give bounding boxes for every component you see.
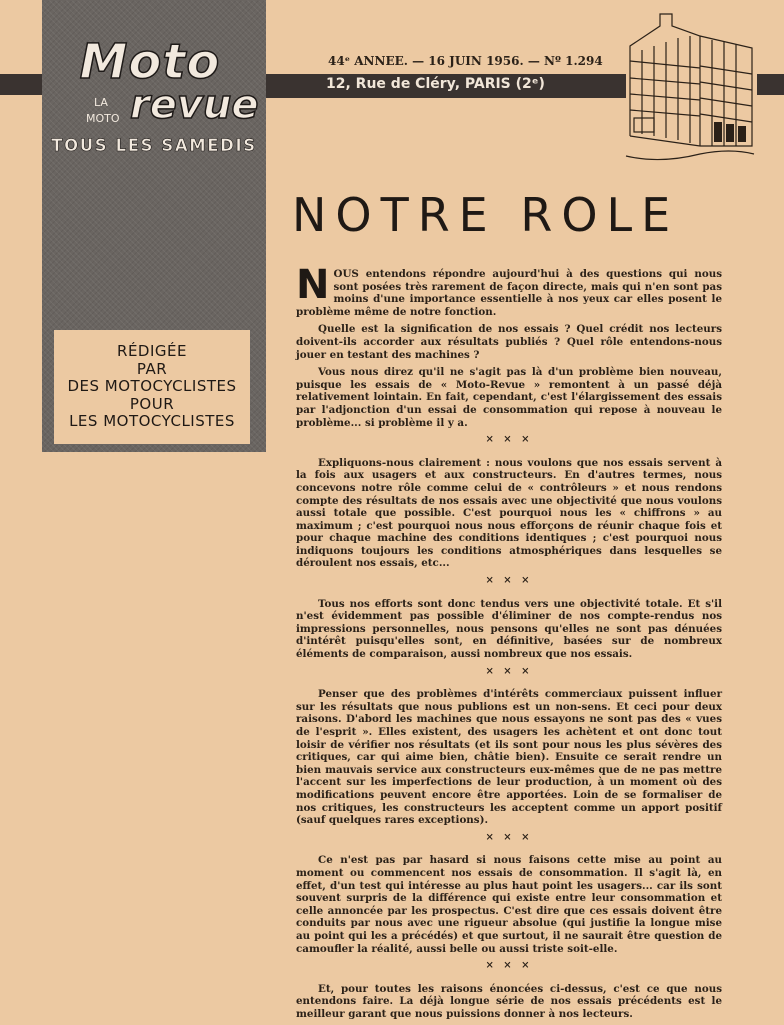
address: 12, Rue de Cléry, PARIS (2ᵉ)	[326, 76, 545, 92]
article-paragraph: Expliquons-nous clairement : nous voulons que nos essais servent à la fois aux usagers et aux constructeurs. En d'autres termes, nous concevons notre rôle comme celui de « contrôleurs » et nous rendons compte des résultats de nos essais avec une objectivité que nous voulons aussi totale que possible. C'est pourquoi nous les « chiffrons » au maximum ; c'est pourquoi nous nous efforçons de réunir chaque fois et pour chaque machine des conditions identiques ; c'est pourquoi nous indiquons toujours les conditions atmosphériques dans lesquelles se déroulent nos essais, etc...	[296, 456, 722, 570]
article-title: NOTRE ROLE	[292, 188, 680, 242]
section-separator: × × ×	[485, 434, 533, 446]
article-paragraph: Quelle est la signification de nos essais ? Quel crédit nos lecteurs doivent-ils accorder aux résultats publiés ? Quel rôle entendons-nous jouer en testant des machines ?	[296, 323, 722, 361]
section-separator: × × ×	[485, 665, 533, 677]
header-bar-right	[757, 74, 784, 95]
article-paragraph: Penser que des problèmes d'intérêts commerciaux puissent influer sur les résultats que nous publions est un non-sens. Et ceci pour deux raisons. D'abord les machines que nous essayons ne sont pas des « vues de l'esprit ». Elles existent, des usagers les achètent et ont donc tout loisir de vérifier nos résultats (et ils sont pour nous les plus sévères des critiques, car qui aime bien, châtie bien). Ensuite ce serait rendre un bien mauvais service aux constructeurs eux-mêmes que de ne pas mettre l'accent sur les imperfections de leur production, à un moment où des modifications peuvent encore être apportées. Loin de se formaliser de nos critiques, les constructeurs les acceptent comme un apport positif (sauf quelques rares exceptions).	[296, 688, 722, 827]
section-separator: × × ×	[485, 960, 533, 972]
editorial-line: LES MOTOCYCLISTES	[69, 412, 235, 431]
tagline: TOUS LES SAMEDIS	[51, 136, 257, 155]
article-paragraph: Tous nos efforts sont donc tendus vers une objectivité totale. Et s'il n'est évidemment pas possible d'éliminer de nos compte-rendus nos impressions personnelles, nous pensons qu'elles ne sont pas dénuées d'intérêt puisqu'elles sont, en définitive, basées sur de nombreux éléments de comparaison, aussi nombreux que nos essais.	[296, 597, 722, 661]
building-illustration	[620, 6, 760, 166]
editorial-line: PAR	[136, 359, 168, 378]
editorial-line: POUR	[129, 394, 175, 413]
drop-cap: N	[296, 262, 330, 308]
logo-moto-small: MOTO	[86, 112, 120, 125]
article-body	[296, 262, 722, 1025]
section-separator: × × ×	[485, 575, 533, 587]
masthead-sidebar	[42, 0, 266, 452]
article-paragraph: Et, pour toutes les raisons énoncées ci-dessus, c'est ce que nous entendons faire. La déjà longue série de nos essais précédents est le meilleur garant que nous puissions donner à nos lecteurs.	[296, 982, 722, 1020]
section-separator: × × ×	[485, 831, 533, 843]
article-paragraph: Ce n'est pas par hasard si nous faisons cette mise au point au moment ou commencent nos essais de consommation. Il s'agit là, en effet, d'un test qui intéresse au plus haut point les usagers... car ils sont souvent surpris de la différence qui existe entre leur consommation et celle annoncée par les prospectus. C'est dire que ces essais doivent être conduits par nous avec une rigueur absolue (qui justifie la longue mise au point qui les a précédés) et que surtout, il ne saurait être question de camoufler la réalité, aussi belle ou aussi triste soit-elle.	[296, 854, 722, 955]
logo-la: LA	[94, 96, 108, 109]
header-bar-left	[0, 74, 42, 95]
editorial-box	[54, 330, 250, 444]
editorial-line: DES MOTOCYCLISTES	[67, 377, 237, 396]
logo-revue: revue	[130, 82, 259, 128]
editorial-line: RÉDIGÉE	[117, 342, 187, 361]
article-paragraph: NOUS entendons répondre aujourd'hui à des questions qui nous sont posées très rarement de façon directe, mais qui n'en sont pas moins d'une importance essentielle à nos yeux car elles posent le problème même de notre fonction.	[296, 262, 722, 318]
logo-moto: Moto	[79, 34, 221, 90]
article-paragraph: Vous nous direz qu'il ne s'agit pas là d'un problème bien nouveau, puisque les essais de « Moto-Revue » remontent à un passé déjà relativement lointain. En fait, cependant, c'est l'élargissement des essais par l'adjonction d'un essai de consommation qui repose à nouveau le problème... si problème il y a.	[296, 366, 722, 429]
issue-info: 44ᵉ ANNEE. — 16 JUIN 1956. — Nº 1.294	[328, 54, 603, 68]
